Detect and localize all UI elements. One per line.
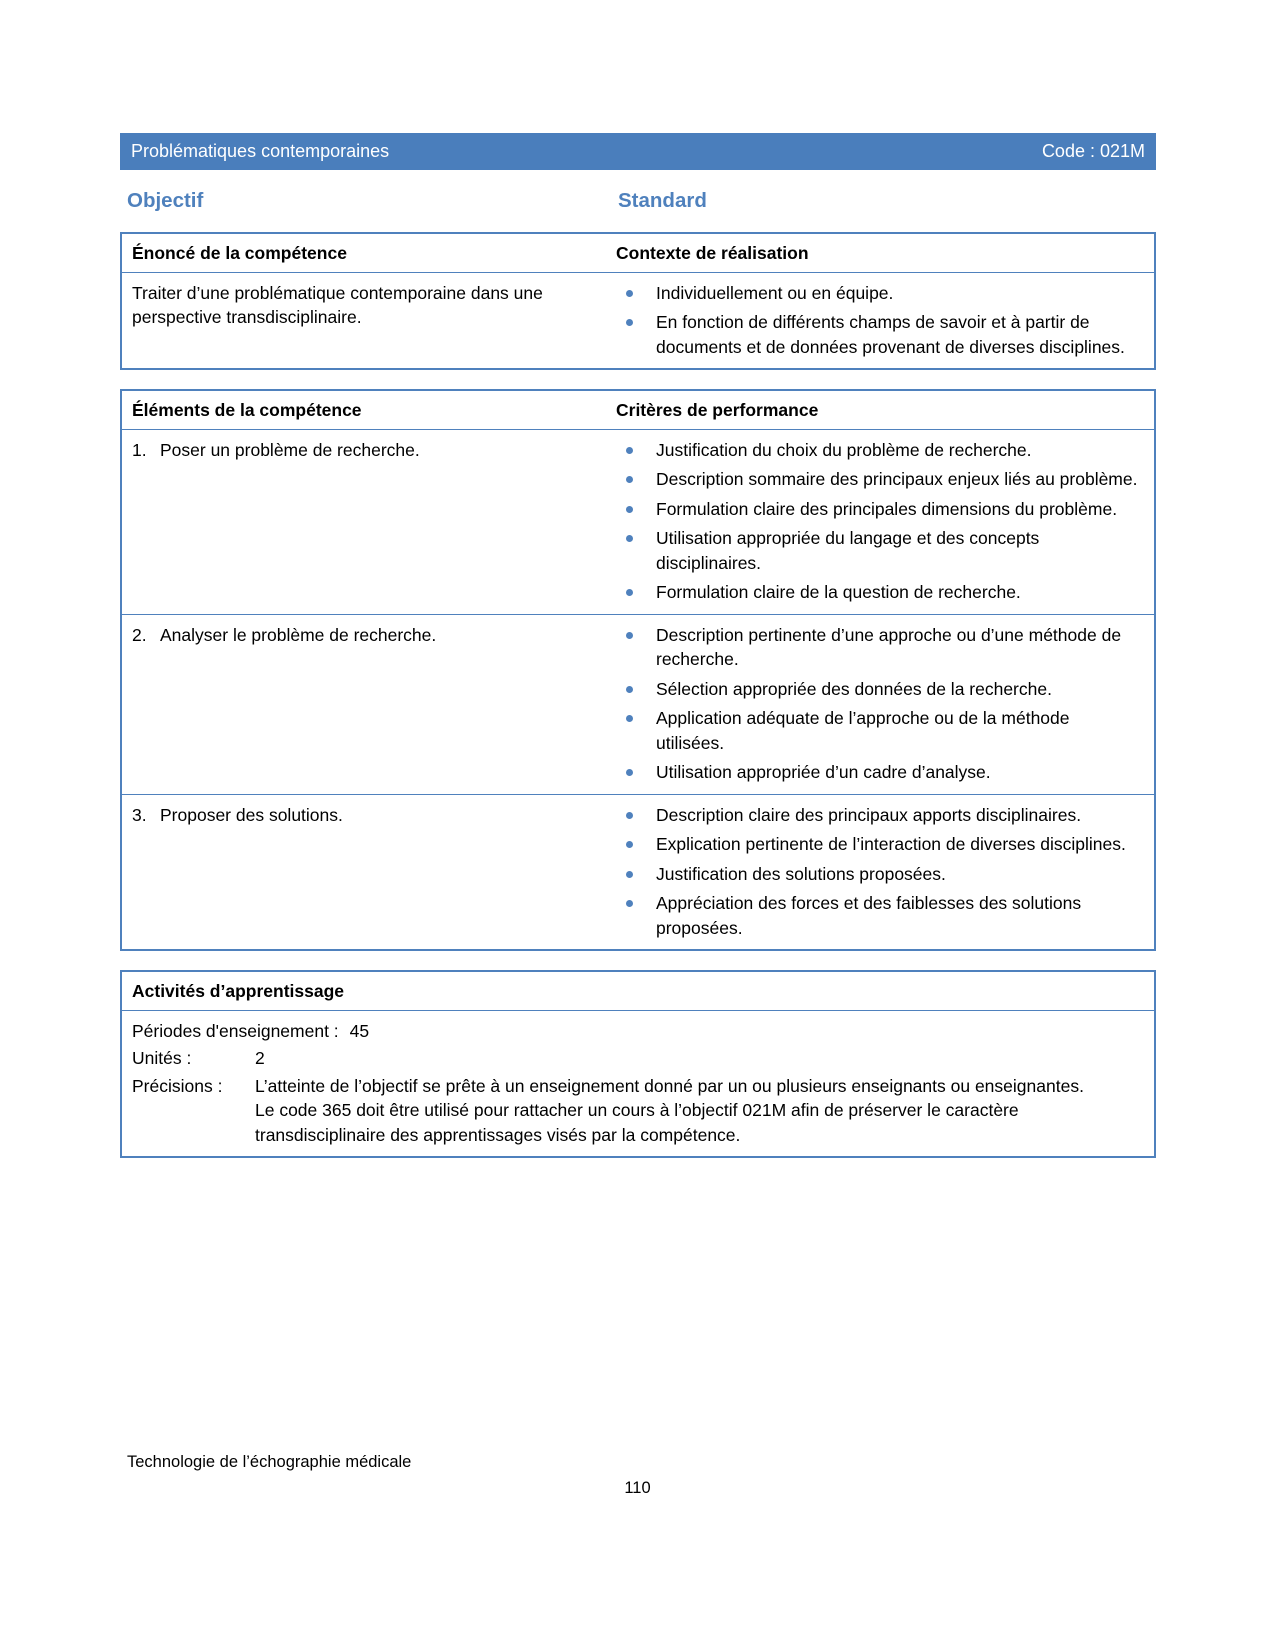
enonce-header: Énoncé de la compétence [121,233,606,272]
contexte-header: Contexte de réalisation [606,233,1155,272]
bullet-item: Individuellement ou en équipe. [616,281,1142,306]
element-text [132,803,594,828]
element-label: Analyser le problème de recherche. [160,624,437,645]
activities-header: Activités d’apprentissage [121,971,1155,1010]
criteria-bullets [616,803,1142,941]
title-bar [120,133,1156,170]
contexte-cell [606,272,1155,369]
objectif-heading: Objectif [127,189,204,212]
criteria-cell [606,429,1155,614]
bullet-item: Justification des solutions proposées. [616,862,1142,887]
competence-statement: Traiter d’une problématique contemporaine dans une perspective transdisciplinaire. [132,282,543,327]
field-value-line: 45 [349,1020,370,1041]
bullet-item: Sélection appropriée des données de la recherche. [616,677,1142,702]
element-row [121,794,1155,950]
document-page-content [120,133,1156,1158]
field-value-line: L’atteinte de l’objectif se prête à un enseignement donné par un ou plusieurs enseignants ou enseignantes. [255,1075,1084,1096]
bullet-item: Application adéquate de l’approche ou de la méthode utilisées. [616,706,1142,755]
activity-field-value [350,1019,1142,1044]
criteria-cell [606,794,1155,950]
criteres-header: Critères de performance [606,390,1155,429]
activities-table-header-row [121,971,1155,1010]
activity-field-value [255,1046,1142,1071]
competence-table [120,232,1156,370]
document-title: Problématiques contemporaines [131,141,390,161]
element-number: 3. [132,804,147,825]
element-text [132,623,594,648]
activity-field-row [132,1019,1142,1044]
section-headings [120,189,1156,213]
bullet-item: Utilisation appropriée d’un cadre d’analyse. [616,760,1142,785]
element-cell [121,429,606,614]
bullet-item: Description claire des principaux apports disciplinaires. [616,803,1142,828]
element-cell [121,614,606,794]
standard-heading: Standard [618,189,707,212]
field-value-line: 2 [255,1048,265,1068]
element-label: Proposer des solutions. [160,804,343,825]
bullet-item: Explication pertinente de l’interaction de diverses disciplines. [616,832,1142,857]
criteria-bullets [616,438,1142,605]
element-label: Poser un problème de recherche. [160,439,420,460]
activity-field-row [132,1046,1142,1071]
bullet-item: Formulation claire de la question de recherche. [616,580,1142,605]
activities-cell [121,1010,1155,1157]
bullet-item: Formulation claire des principales dimensions du problème. [616,497,1142,522]
elements-table-header-row [121,390,1155,429]
field-value-line: Le code 365 doit être utilisé pour rattacher un cours à l’objectif 021M afin de préserver le caractère transdisciplinaire des apprentissages visés par la compétence. [255,1100,1019,1145]
activity-field-label: Précisions : [132,1075,223,1096]
activity-field-label: Périodes d'enseignement : [132,1020,339,1041]
activity-field-row [132,1074,1142,1148]
bullet-item: Appréciation des forces et des faiblesses des solutions proposées. [616,891,1142,940]
elements-table [120,389,1156,951]
element-row [121,614,1155,794]
bullet-item: Description sommaire des principaux enjeux liés au problème. [616,467,1142,492]
contexte-bullets [616,281,1142,360]
element-number: 1. [132,439,147,460]
bullet-item: Utilisation appropriée du langage et des concepts disciplinaires. [616,526,1142,575]
footer-document-name: Technologie de l’échographie médicale [127,1453,412,1471]
bullet-item: En fonction de différents champs de savoir et à partir de documents et de données provenant de diverses disciplines. [616,310,1142,359]
activities-fields [132,1019,1142,1148]
competence-table-header-row [121,233,1155,272]
bullet-item: Justification du choix du problème de recherche. [616,438,1142,463]
element-text [132,438,594,463]
element-number: 2. [132,624,147,645]
bullet-item: Description pertinente d’une approche ou d’une méthode de recherche. [616,623,1142,672]
activities-row [121,1010,1155,1157]
element-row [121,429,1155,614]
activity-field-value [255,1074,1142,1148]
element-cell [121,794,606,950]
competence-row [121,272,1155,369]
document-code: Code : 021M [1041,141,1145,161]
activity-field-label: Unités : [132,1048,192,1068]
elements-header: Éléments de la compétence [121,390,606,429]
page-number: 110 [624,1479,651,1497]
elements-table-body [121,429,1155,950]
activities-table [120,970,1156,1158]
criteria-bullets [616,623,1142,785]
criteria-cell [606,614,1155,794]
